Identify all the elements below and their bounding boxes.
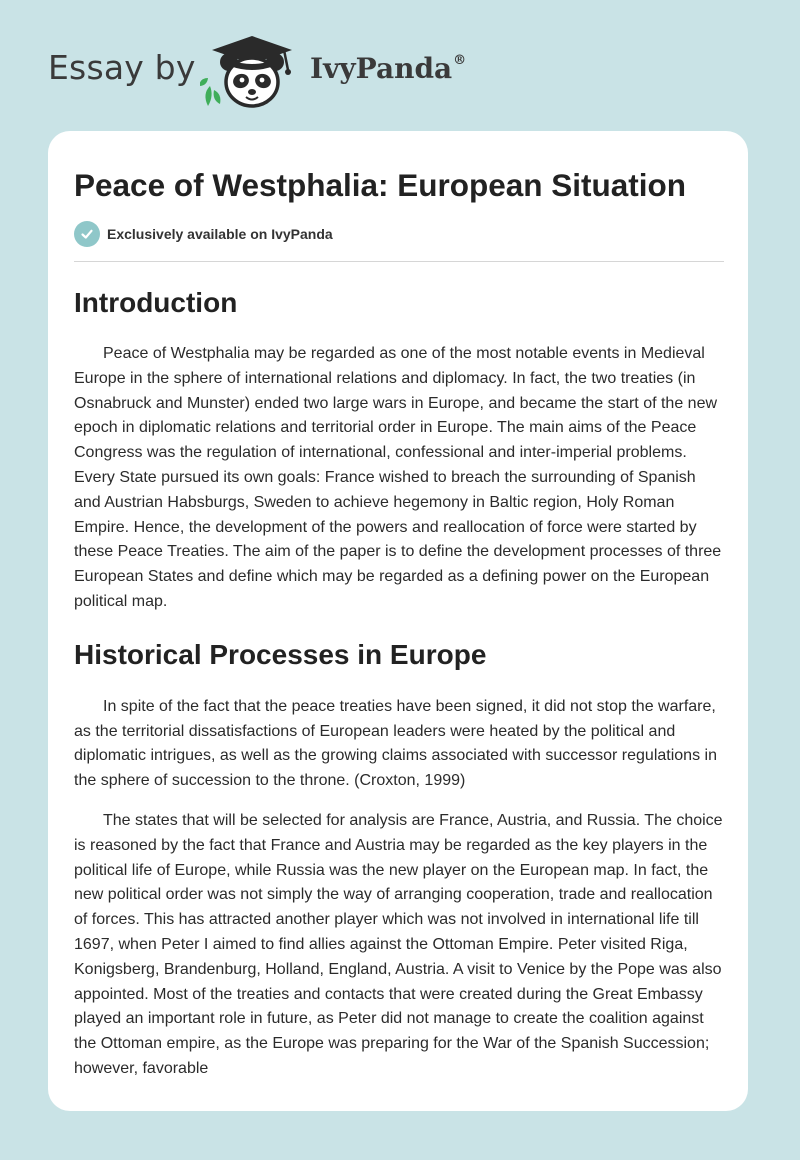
check-circle-icon [74,221,100,247]
essay-title: Peace of Westphalia: European Situation [74,167,687,203]
panda-graduate-icon [200,34,300,110]
title-divider [74,261,724,262]
brand-header[interactable] [48,34,508,110]
essay-card [48,131,748,1111]
paragraph: In spite of the fact that the peace treaties have been signed, it did not stop the warfare, as the territorial dissatisfactions of European leaders were heated by the political and diplomatic intrigues, as well as the growing claims associated with successor regulations in the sphere of succession to the throne. (Croxton, 1999) [74,697,717,790]
registered-mark: ® [453,53,467,68]
exclusive-text: Exclusively available on IvyPanda [107,226,333,242]
section-heading-historical-processes: Historical Processes in Europe [74,638,487,670]
brand-name [310,52,466,85]
essay-body [74,278,724,1097]
paragraph: The states that will be selected for analysis are France, Austria, and Russia. The choice is reasoned by the fact that France and Austria may be regarded as the key players in the political life of Europe, while Russia was the new player on the European map. In fact, the new political order was not simply the way of arranging cooperation, trade and reallocation of forces. This has attracted another player which was not involved in international life till 1697, when Peter I aimed to find allies against the Ottoman Empire. Peter visited Riga, Konigsberg, Brandenburg, Holland, England, Austria. A visit to Venice by the Pope was also appointed. Most of the treaties and contacts that were created during the Great Embassy played an important role in future, as Peter did not manage to create the coalition against the Ottoman empire, as the Europe was preparing for the War of the Spanish Succession; however, favorable [74,811,723,1077]
section-heading-introduction: Introduction [74,287,238,318]
paragraph: Peace of Westphalia may be regarded as one of the most notable events in Medieval Europe in the sphere of international relations and diplomacy. In fact, the two treaties (in Osnabruck and Munster) ended two large wars in Europe, and became the start of the new epoch in diplomatic relations and territorial order in Europe. The main aims of the Peace Congress was the regulation of international, confessional and inter-imperial problems. Every State pursued its own goals: France wished to breach the surrounding of Spanish and Austrian Habsburgs, Sweden to achieve hegemony in Baltic region, Holy Roman Empire. Hence, the development of the powers and reallocation of force were started by these Peace Treaties. The aim of the paper is to define the development processes of three European States and define which may be regarded as a defining power on the European political map. [74,345,722,610]
brand-name-text: IvyPanda [310,52,453,85]
exclusive-badge [74,221,333,247]
brand-prefix: Essay by [48,48,196,87]
